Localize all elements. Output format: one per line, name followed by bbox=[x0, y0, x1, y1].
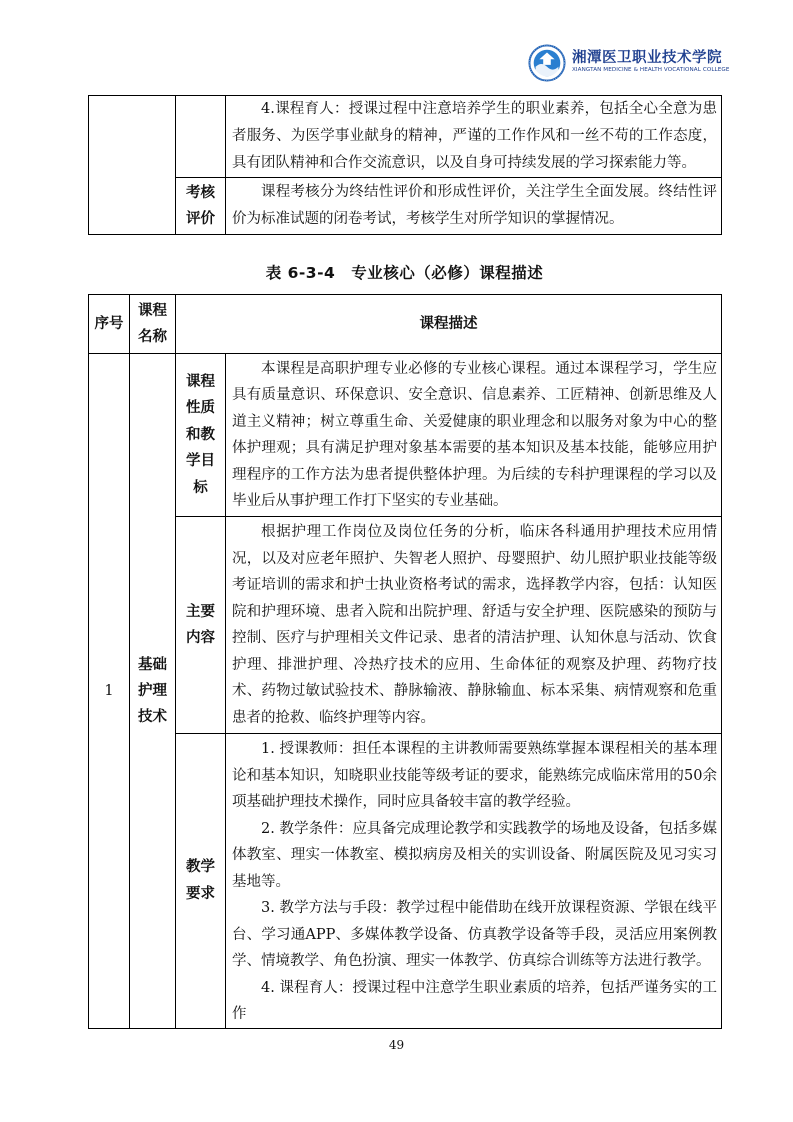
section-label-requirements: 教学要求 bbox=[176, 734, 226, 1029]
section-nature-cell bbox=[226, 354, 722, 517]
section-label-content: 主要内容 bbox=[176, 517, 226, 734]
education-text: 4.课程育人：授课过程中注意培养学生的职业素养，包括全心全意为患者服务、为医学事业献身的精神，严谨的工作作风和一丝不苟的工作态度，具有团队精神和合作交流意识，以及自身可持续发展的学习探索能力等。 bbox=[232, 101, 717, 171]
assessment-text: 课程考核分为终结性评价和形成性评价，关注学生全面发展。终结性评价为标准试题的闭卷考试，考核学生对所学知识的掌握情况。 bbox=[232, 184, 717, 227]
header-description: 课程描述 bbox=[176, 295, 722, 354]
core-course-table bbox=[88, 294, 722, 1029]
header-seq: 序号 bbox=[89, 295, 130, 354]
page-number: 49 bbox=[388, 1038, 405, 1052]
education-cell bbox=[226, 96, 722, 178]
section-content-cell bbox=[226, 517, 722, 734]
school-name-en: XIANGTAN MEDICINE & HEALTH VOCATIONAL COLLEGE bbox=[572, 67, 730, 73]
section-content-text: 根据护理工作岗位及岗位任务的分析，临床各科通用护理技术应用情况，以及对应老年照护、失智老人照护、母婴照护、幼儿照护职业技能等级考证培训的需求和护士执业资格考试的需求，选择教学内容，包括：认知医院和护理环境、患者入院和出院护理、舒适与安全护理、医院感染的预防与控制、医疗与护理相关文件记录、患者的清洁护理、认知休息与活动、饮食护理、排泄护理、冷热疗技术的应用、生命体征的观察及护理、药物疗技术、药物过敏试验技术、静脉输液、静脉输血、标本采集、病情观察和危重患者的抢救、临终护理等内容。 bbox=[232, 524, 717, 726]
requirement-methods: 3. 教学方法与手段：教学过程中能借助在线开放课程资源、学银在线平台、学习通APP、多媒体教学设备、仿真教学设备等手段，灵活应用案例教学、情境教学、角色扮演、理实一体教学、仿真综合训练等方法进行教学。 bbox=[232, 900, 717, 969]
table-caption: 表 6-3-4 专业核心（必修）课程描述 bbox=[265, 264, 544, 282]
section-requirements-cell bbox=[226, 734, 722, 1029]
requirement-teachers: 1. 授课教师：担任本课程的主讲教师需要熟练掌握本课程相关的基本理论和基本知识，知晓职业技能等级考证的要求，能熟练完成临床常用的50余项基础护理技术操作，同时应具备较丰富的教学经验。 bbox=[232, 741, 717, 810]
school-logo bbox=[528, 40, 728, 86]
section-nature-text: 本课程是高职护理专业必修的专业核心课程。通过本课程学习，学生应具有质量意识、环保意识、安全意识、信息素养、工匠精神、创新思维及人道主义精神；树立尊重生命、关爱健康的职业理念和以服务对象为中心的整体护理观；具有满足护理对象基本需要的基本知识及基本技能，能够应用护理程序的工作方法为患者提供整体护理。为后续的专科护理课程的学习以及毕业后从事护理工作打下坚实的专业基础。 bbox=[232, 360, 717, 509]
empty-seq-cell bbox=[89, 96, 176, 235]
assessment-label: 考核评价 bbox=[176, 178, 226, 235]
requirement-education: 4. 课程育人：授课过程中注意学生职业素质的培养，包括严谨务实的工作 bbox=[232, 979, 717, 1022]
section-label-nature: 课程性质和教学目标 bbox=[176, 354, 226, 517]
header-course-name: 课程名称 bbox=[130, 295, 176, 354]
row-course-name: 基础护理技术 bbox=[130, 354, 176, 1029]
assessment-cell bbox=[226, 178, 722, 235]
requirement-conditions: 2. 教学条件：应具备完成理论教学和实践教学的场地及设备，包括多媒体教室、理实一体教室、模拟病房及相关的实训设备、附属医院及见习实习基地等。 bbox=[232, 820, 717, 890]
school-name-cn: 湘潭医卫职业技术学院 bbox=[572, 49, 722, 66]
school-emblem-icon bbox=[528, 44, 566, 82]
empty-label-cell bbox=[176, 96, 226, 178]
continued-course-table bbox=[88, 95, 722, 235]
row-seq: 1 bbox=[89, 354, 130, 1029]
